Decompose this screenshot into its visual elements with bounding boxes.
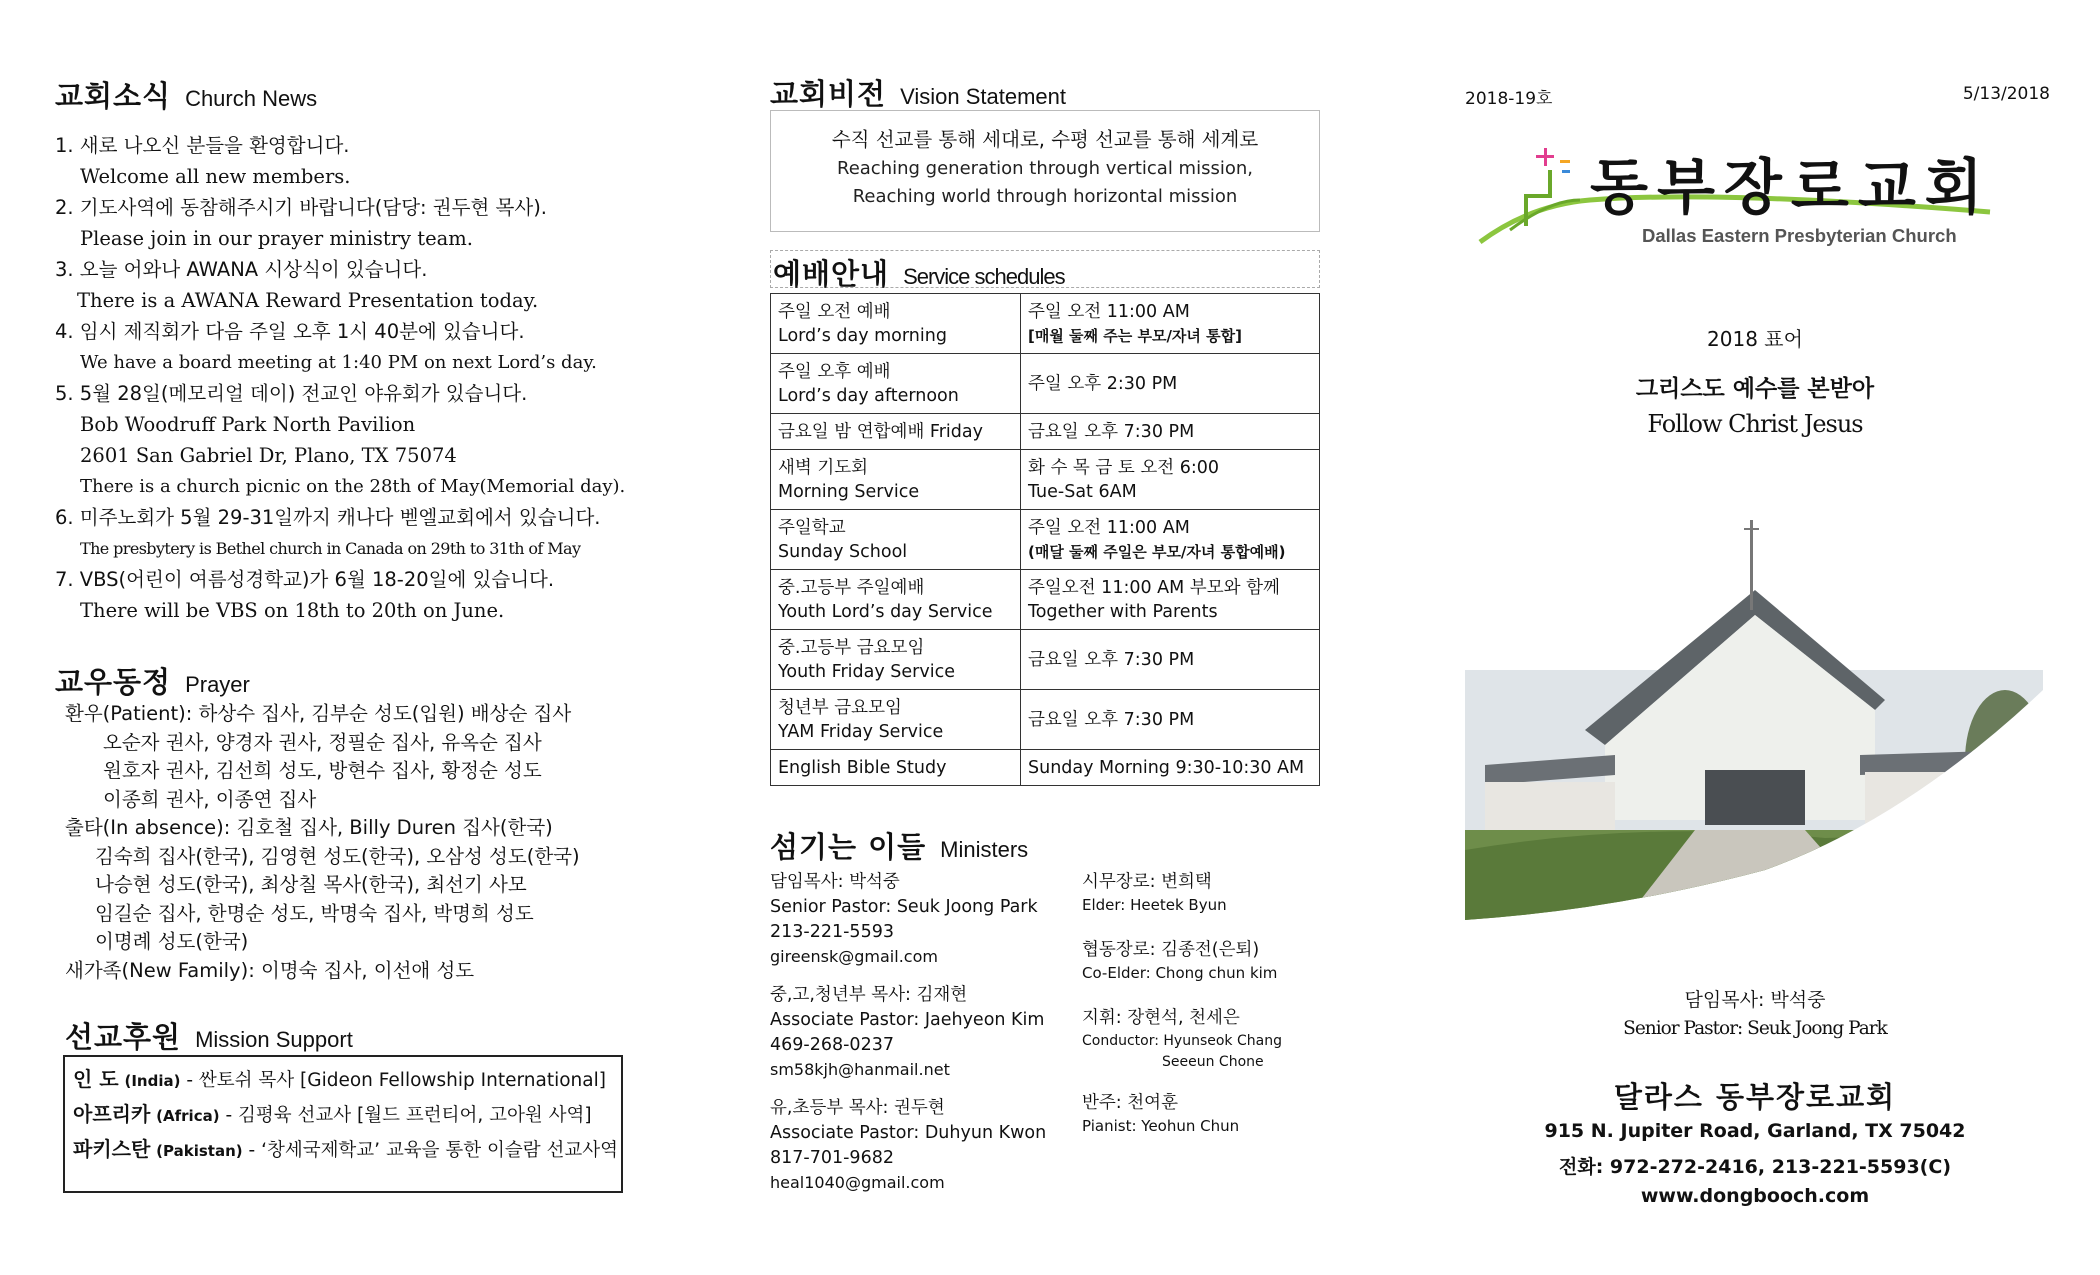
bulletin-date: 5/13/2018: [1962, 84, 2050, 104]
heading-en: Vision Statement: [900, 84, 1066, 109]
table-row: [771, 354, 1320, 414]
minister-role: 중,고,청년부 목사: 김재현: [770, 985, 968, 1005]
heading-en: Prayer: [185, 672, 250, 697]
prayer-line: 이종희 권사, 이종연 집사: [103, 787, 317, 811]
minister-email: gireensk@gmail.com: [770, 947, 938, 966]
heading-ko: 선교후원: [65, 1020, 182, 1054]
mission-row: [73, 1063, 613, 1098]
service-time: [1021, 414, 1320, 450]
news-item-en: We have a board meeting at 1:40 PM on next Lord’s day.: [80, 352, 597, 373]
church-news-list: [55, 130, 695, 626]
minister-role: 반주: 천여훈: [1082, 1093, 1178, 1113]
motto-ko: 그리스도 예수를 본받아: [1635, 376, 1875, 402]
minister-phone: 213-221-5593: [770, 922, 894, 942]
prayer-line: 임길순 집사, 한명순 성도, 박명숙 집사, 박명희 성도: [95, 901, 534, 925]
heading-ko: 교우동정: [55, 665, 172, 699]
news-item-en: The presbytery is Bethel church in Canada on 29th to 31th of May: [80, 539, 581, 558]
prayer-line: 나승현 성도(한국), 최상칠 목사(한국), 최선기 사모: [95, 873, 527, 896]
service-name-en: Lord’s day morning: [778, 325, 947, 346]
minister-role: 담임목사: 박석중: [770, 872, 900, 892]
minister-entry: [770, 983, 1080, 1082]
minister-role: 시무장로: 변희택: [1082, 872, 1212, 892]
service-name: [771, 294, 1021, 354]
service-time-note: (매달 둘째 주일은 부모/자녀 통합예배): [1028, 542, 1286, 561]
minister-name: Co-Elder: Chong chun kim: [1082, 964, 1278, 982]
heading-ko: 교회소식: [55, 79, 172, 113]
service-time-main: 주일 오전 11:00 AM: [1028, 517, 1190, 538]
church-website[interactable]: www.dongbooch.com: [1640, 1185, 1870, 1207]
church-building-illustration: [1465, 520, 2043, 920]
news-item: 2. 기도사역에 동참해주시기 바랍니다(담당: 권두현 목사).: [55, 196, 547, 219]
church-name-en: Dallas Eastern Presbyterian Church: [1642, 225, 1957, 246]
table-row: [771, 690, 1320, 750]
church-phone: 전화: 972-272-2416, 213-221-5593(C): [1558, 1156, 1951, 1178]
table-row: [771, 414, 1320, 450]
minister-entry: [770, 870, 1080, 969]
news-item-en: There will be VBS on 18th to 20th on June.: [80, 599, 505, 622]
service-time: [1021, 450, 1320, 510]
table-row: [771, 750, 1320, 786]
service-name-ko: 중.고등부 주일예배: [778, 577, 925, 598]
prayer-line: 김숙희 집사(한국), 김영현 성도(한국), 오삼성 성도(한국): [95, 844, 580, 868]
service-time-note: Tue-Sat 6AM: [1028, 481, 1137, 502]
prayer-list: [65, 700, 705, 985]
table-row: [771, 294, 1320, 354]
elders-column: [1082, 870, 1342, 1151]
news-item-en: 2601 San Gabriel Dr, Plano, TX 75074: [80, 444, 457, 467]
mission-support-box: [63, 1055, 623, 1193]
minister-name: Associate Pastor: Duhyun Kwon: [770, 1123, 1047, 1143]
schedule-heading: [773, 252, 1065, 293]
service-time-main: 금요일 오후 7:30 PM: [1028, 649, 1195, 670]
minister-entry: [1082, 870, 1342, 916]
service-time: [1021, 570, 1320, 630]
heading-ko: 교회비전: [770, 77, 887, 111]
mission-row: [73, 1098, 613, 1133]
mission-country-en: (Pakistan): [156, 1142, 243, 1160]
minister-email: sm58kjh@hanmail.net: [770, 1060, 950, 1079]
mission-country: 파키스탄: [73, 1137, 151, 1161]
mission-text: - 싼토쉬 목사 [Gideon Fellowship International]: [186, 1070, 606, 1091]
service-name-en: Sunday School: [778, 541, 908, 562]
service-name: [771, 510, 1021, 570]
service-name-en: Morning Service: [778, 481, 920, 502]
service-time-main: Sunday Morning 9:30-10:30 AM: [1028, 757, 1305, 778]
heading-ko: 예배안내: [773, 257, 890, 291]
service-name: [771, 570, 1021, 630]
heading-en: Church News: [185, 86, 318, 111]
minister-entry: [1082, 1091, 1342, 1137]
service-name: [771, 750, 1021, 786]
news-item: 5. 5월 28일(메모리얼 데이) 전교인 야유회가 있습니다.: [55, 382, 528, 405]
service-name: [771, 690, 1021, 750]
service-name-en: Youth Lord’s day Service: [778, 601, 993, 622]
minister-phone: 469-268-0237: [770, 1035, 894, 1055]
service-time-main: 금요일 오후 7:30 PM: [1028, 421, 1195, 442]
vision-ko: 수직 선교를 통해 세대로, 수평 선교를 통해 세계로: [831, 128, 1259, 151]
prayer-line: 출타(In absence): 김호철 집사, Billy Duren 집사(한국): [65, 816, 553, 839]
service-name: [771, 630, 1021, 690]
service-name-en: YAM Friday Service: [778, 721, 944, 742]
service-time-main: 주일오전 11:00 AM 부모와 함께: [1028, 577, 1280, 598]
minister-entry: [1082, 1006, 1342, 1073]
service-name-en: Lord’s day afternoon: [778, 385, 959, 406]
service-name: [771, 354, 1021, 414]
mission-text: - 김평육 선교사 [월드 프런티어, 고아원 사역]: [225, 1105, 592, 1126]
news-item-en: There is a church picnic on the 28th of May(Memorial day).: [80, 476, 626, 497]
vision-heading: [770, 72, 1066, 113]
service-name-en: English Bible Study: [778, 757, 947, 778]
ministers-heading: [770, 825, 1028, 866]
news-item-en: Welcome all new members.: [80, 165, 351, 188]
vision-en-2: Reaching world through horizontal mission: [852, 186, 1238, 207]
heading-ko: 섬기는 이들: [770, 830, 927, 864]
service-time-main: 주일 오후 2:30 PM: [1028, 373, 1178, 394]
minister-name: Senior Pastor: Seuk Joong Park: [770, 897, 1038, 917]
table-row: [771, 630, 1320, 690]
service-name-ko: 주일 오전 예배: [778, 301, 891, 322]
prayer-line: 오순자 권사, 양경자 권사, 정필순 집사, 유옥순 집사: [103, 730, 542, 754]
senior-pastor-ko: 담임목사: 박석중: [1684, 989, 1826, 1011]
service-name-ko: 금요일 밤 연합예배 Friday: [778, 421, 983, 442]
service-time-note: Together with Parents: [1028, 601, 1218, 622]
minister-name: Associate Pastor: Jaehyeon Kim: [770, 1010, 1045, 1030]
mission-country-en: (India): [124, 1072, 181, 1090]
minister-phone: 817-701-9682: [770, 1148, 894, 1168]
minister-name-2: Seeeun Chone: [1162, 1054, 1264, 1070]
news-item: 1. 새로 나오신 분들을 환영합니다.: [55, 134, 350, 157]
minister-role: 유,초등부 목사: 권두현: [770, 1098, 945, 1118]
news-item: 3. 오늘 어와나 AWANA 시상식이 있습니다.: [55, 258, 428, 281]
church-address: 915 N. Jupiter Road, Garland, TX 75042: [1544, 1120, 1966, 1142]
service-name: [771, 450, 1021, 510]
heading-en: Service schedules: [903, 264, 1065, 289]
news-item-en: Please join in our prayer ministry team.: [80, 227, 473, 250]
prayer-line: 원호자 권사, 김선희 성도, 방현수 집사, 황정순 성도: [103, 759, 542, 782]
minister-email: heal1040@gmail.com: [770, 1173, 945, 1192]
minister-name: Elder: Heetek Byun: [1082, 896, 1227, 914]
service-time: [1021, 354, 1320, 414]
service-name-en: Youth Friday Service: [778, 661, 955, 682]
issue-number: 2018-19호: [1465, 89, 1553, 109]
mission-heading: [65, 1015, 353, 1056]
service-time: [1021, 510, 1320, 570]
table-row: [771, 570, 1320, 630]
prayer-line: 새가족(New Family): 이명숙 집사, 이선애 성도: [65, 958, 475, 982]
news-item: 7. VBS(어린이 여름성경학교)가 6월 18-20일에 있습니다.: [55, 568, 555, 591]
heading-en: Mission Support: [195, 1027, 353, 1052]
vision-statement-box: [770, 110, 1320, 232]
service-time: [1021, 690, 1320, 750]
motto-en: Follow Christ Jesus: [1647, 410, 1863, 438]
pastors-column: [770, 870, 1080, 1209]
church-building-image: [1465, 520, 2043, 920]
table-row: [771, 450, 1320, 510]
minister-entry: [770, 1096, 1080, 1195]
service-time: [1021, 750, 1320, 786]
church-news-heading: [55, 74, 317, 115]
vision-en-1: Reaching generation through vertical mission,: [837, 158, 1253, 179]
church-full-name: 달라스 동부장로교회: [1613, 1080, 1897, 1114]
minister-role: 지휘: 장현석, 천세은: [1082, 1008, 1240, 1028]
heading-en: Ministers: [940, 837, 1029, 862]
news-item-en: Bob Woodruff Park North Pavilion: [80, 413, 416, 436]
mission-country: 아프리카: [73, 1102, 151, 1126]
service-time-note: [매월 둘째 주는 부모/자녀 통합]: [1028, 326, 1242, 345]
service-name-ko: 주일학교: [778, 517, 846, 538]
service-time-main: 화 수 목 금 토 오전 6:00: [1028, 457, 1220, 478]
news-item: 6. 미주노회가 5월 29-31일까지 캐나다 벧엘교회에서 있습니다.: [55, 506, 601, 529]
minister-role: 협동장로: 김종전(은퇴): [1082, 940, 1260, 960]
motto-year: 2018 표어: [1707, 327, 1803, 351]
senior-pastor-en: Senior Pastor: Seuk Joong Park: [1623, 1018, 1887, 1039]
service-name-ko: 청년부 금요모임: [778, 697, 902, 718]
service-name-ko: 중.고등부 금요모임: [778, 637, 925, 658]
service-time: [1021, 294, 1320, 354]
service-schedule-table: [770, 293, 1320, 786]
prayer-heading: [55, 660, 250, 701]
service-name: [771, 414, 1021, 450]
mission-country: 인 도: [73, 1067, 119, 1091]
service-name-ko: 주일 오후 예배: [778, 361, 891, 382]
church-name-ko: 동부장로교회: [1590, 153, 1992, 223]
mission-row: [73, 1133, 619, 1168]
prayer-line: 이명례 성도(한국): [95, 930, 249, 953]
mission-country-en: (Africa): [156, 1107, 220, 1125]
service-time-main: 금요일 오후 7:30 PM: [1028, 709, 1195, 730]
table-row: [771, 510, 1320, 570]
minister-entry: [1082, 938, 1342, 984]
minister-name: Conductor: Hyunseok Chang: [1082, 1033, 1282, 1049]
mission-text: - ‘창세국제학교’ 교육을 통한 이슬람 선교사역: [248, 1140, 619, 1161]
church-logo: [1470, 130, 2010, 260]
news-item-en: There is a AWANA Reward Presentation today.: [77, 289, 539, 312]
prayer-line: 환우(Patient): 하상수 집사, 김부순 성도(입원) 배상순 집사: [65, 702, 572, 725]
news-item: 4. 임시 제직회가 다음 주일 오후 1시 40분에 있습니다.: [55, 320, 525, 343]
service-name-ko: 새벽 기도회: [778, 457, 869, 478]
minister-name: Pianist: Yeohun Chun: [1082, 1117, 1240, 1135]
service-time: [1021, 630, 1320, 690]
service-time-main: 주일 오전 11:00 AM: [1028, 301, 1190, 322]
